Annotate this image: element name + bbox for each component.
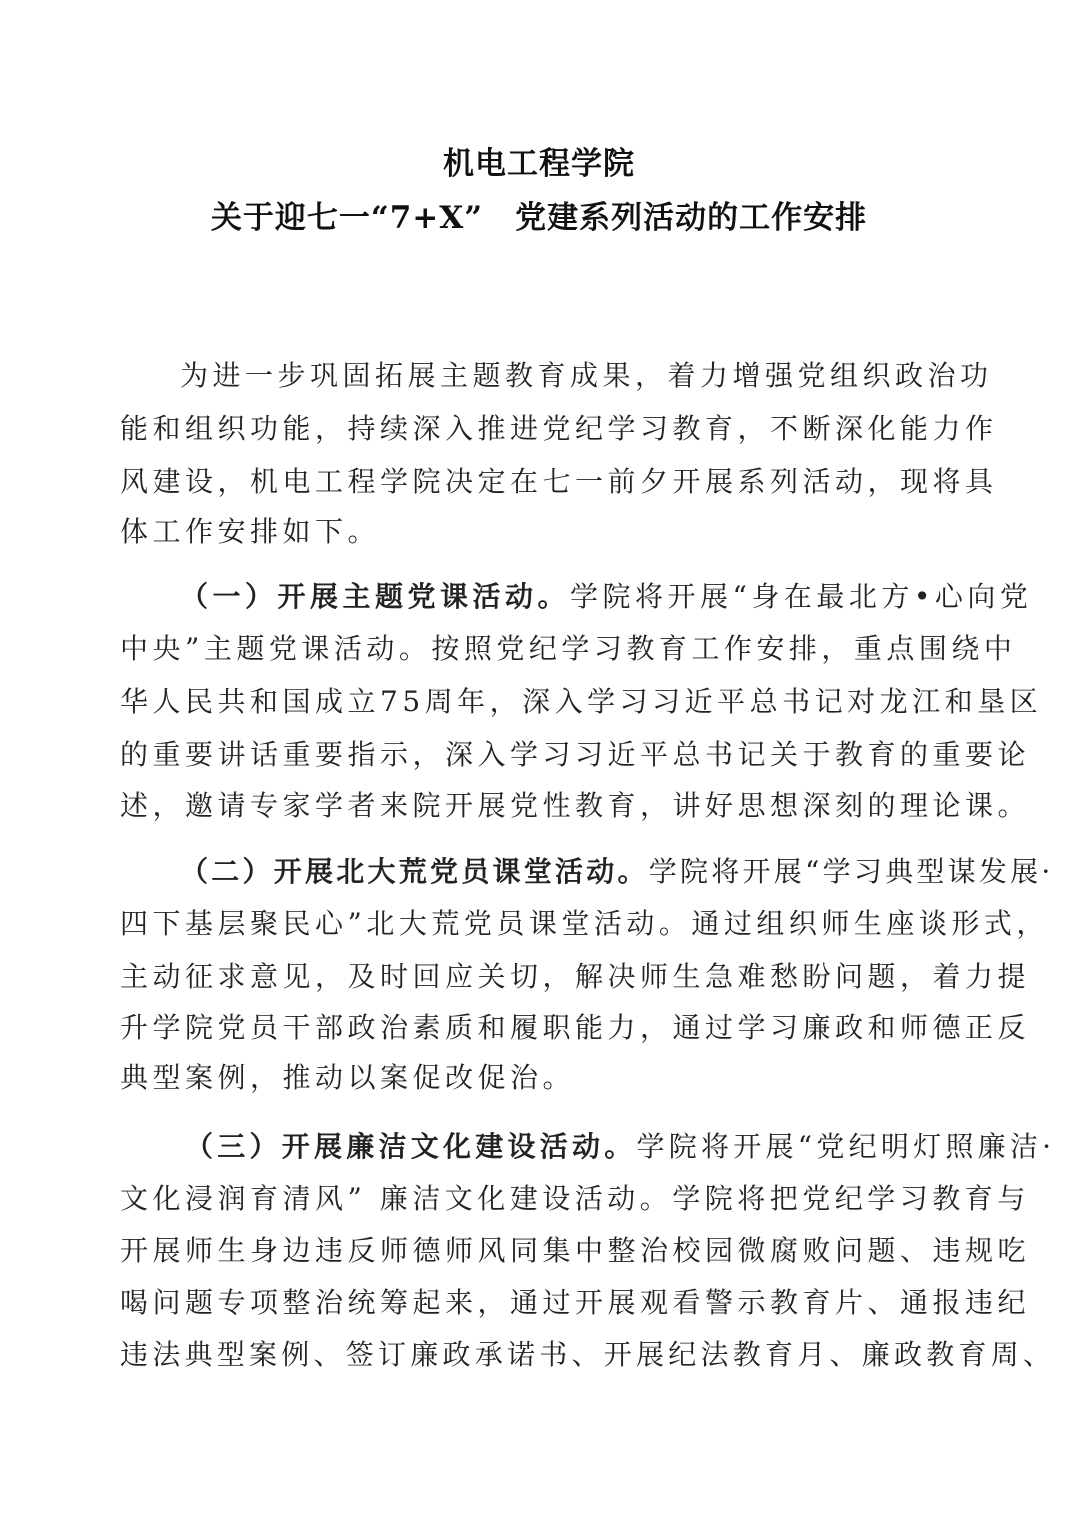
intro-line-3: 风建设，机电工程学院决定在七一前夕开展系列活动，现将具 — [120, 465, 998, 498]
document-title-line-1: 机电工程学院 — [443, 146, 635, 182]
section-2-first-line — [180, 850, 1053, 890]
section-2-line-4: 升学院党员干部政治素质和履职能力，通过学习廉政和师德正反 — [120, 1011, 1031, 1044]
document-title-line-2: 关于迎七一“7+X” 党建系列活动的工作安排 — [210, 200, 868, 236]
section-2-heading: （二）开展北大荒党员课堂活动。 — [180, 855, 649, 888]
section-1-line-5: 述，邀请专家学者来院开展党性教育，讲好思想深刻的理论课。 — [120, 789, 1031, 822]
section-3-line-2: 文化浸润育清风” 廉洁文化建设活动。学院将把党纪学习教育与 — [120, 1182, 1030, 1215]
section-2-line-5: 典型案例，推动以案促改促治。 — [120, 1061, 576, 1094]
section-3-first-text: 学院将开展“党纪明灯照廉洁· — [636, 1130, 1056, 1163]
section-1-line-2: 中央”主题党课活动。按照党纪学习教育工作安排，重点围绕中 — [120, 632, 1017, 665]
section-1-heading: （一）开展主题党课活动。 — [180, 580, 571, 613]
section-3-line-5: 违法典型案例、签订廉政承诺书、开展纪法教育月、廉政教育周、 — [120, 1338, 1056, 1371]
section-3-heading: （三）开展廉洁文化建设活动。 — [185, 1130, 637, 1163]
section-3-first-line — [185, 1125, 1055, 1165]
section-1-first-line — [180, 575, 1032, 615]
intro-line-4: 体工作安排如下。 — [120, 515, 381, 548]
section-1-line-4: 的重要讲话重要指示，深入学习习近平总书记关于教育的重要论 — [120, 738, 1031, 771]
section-1-first-text: 学院将开展“身在最北方•心向党 — [570, 580, 1033, 613]
intro-line-2: 能和组织功能，持续深入推进党纪学习教育，不断深化能力作 — [120, 412, 998, 445]
section-3-line-4: 喝问题专项整治统筹起来，通过开展观看警示教育片、通报违纪 — [120, 1286, 1031, 1319]
section-2-first-text: 学院将开展“学习典型谋发展· — [648, 855, 1054, 888]
intro-line-1: 为进一步巩固拓展主题教育成果，着力增强党组织政治功 — [180, 359, 993, 392]
section-2-line-3: 主动征求意见，及时回应关切，解决师生急难愁盼问题，着力提 — [120, 960, 1031, 993]
section-1-line-3: 华人民共和国成立75周年，深入学习习近平总书记对龙江和垦区 — [120, 685, 1043, 718]
section-2-line-2: 四下基层聚民心”北大荒党员课堂活动。通过组织师生座谈形式， — [120, 907, 1049, 940]
section-3-line-3: 开展师生身边违反师德师风同集中整治校园微腐败问题、违规吃 — [120, 1234, 1031, 1267]
